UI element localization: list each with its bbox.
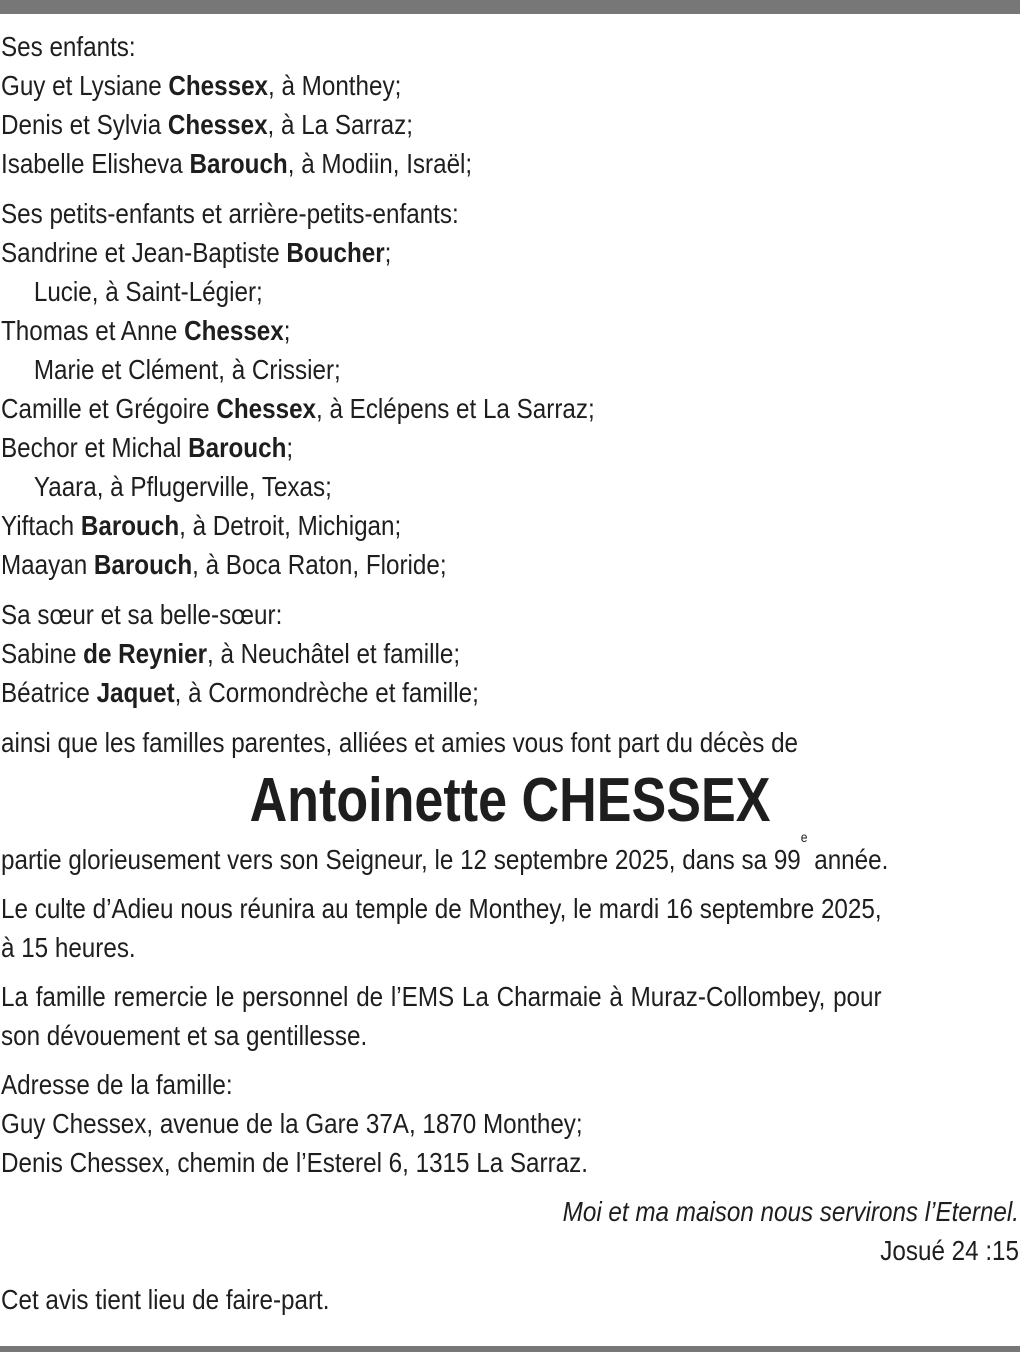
grandchildren-section [1, 194, 1019, 584]
siblings-section [1, 595, 1019, 712]
family-line: Sandrine et Jean-Baptiste Boucher; [1, 237, 392, 268]
thanks-line: son dévouement et sa gentillesse. [1, 1020, 368, 1051]
address-line: Guy Chessex, avenue de la Gare 37A, 1870 Monthey; [1, 1108, 583, 1139]
family-line: Camille et Grégoire Chessex, à Eclépens et La Sarraz; [1, 393, 595, 424]
family-surname: Chessex [167, 109, 268, 140]
bible-verse [1, 1192, 1019, 1270]
thanks-line: La famille remercie le personnel de l’EMS La Charmaie à Muraz-Collombey, pour [1, 981, 882, 1012]
family-surname: Jaquet [96, 677, 175, 708]
thanks-paragraph [1, 977, 1019, 1055]
family-surname: Chessex [168, 70, 269, 101]
siblings-heading: Sa sœur et sa belle-sœur: [1, 599, 283, 630]
death-line: partie glorieusement vers son Seigneur, le 12 septembre 2025, dans sa 99e année. [1, 829, 889, 875]
ordinal-superscript: e [800, 829, 808, 845]
family-surname: Chessex [184, 315, 284, 346]
family-surname: de Reynier [83, 638, 207, 669]
deceased-name: Antoinette CHESSEX [249, 766, 771, 835]
great-grandchild-line: Yaara, à Pflugerville, Texas; [33, 471, 332, 502]
service-line: à 15 heures. [1, 932, 136, 963]
verse-quote: Moi et ma maison nous servirons l’Eternel. [562, 1196, 1019, 1227]
address-line: Denis Chessex, chemin de l’Esterel 6, 1315 La Sarraz. [1, 1147, 588, 1178]
top-rule [0, 0, 1020, 14]
obituary-notice [1, 27, 1019, 1319]
family-line: Sabine de Reynier, à Neuchâtel et famille; [1, 638, 461, 669]
family-line: Guy et Lysiane Chessex, à Monthey; [1, 70, 402, 101]
family-surname: Boucher [286, 237, 385, 268]
service-paragraph [1, 889, 1019, 967]
family-line: Maayan Barouch, à Boca Raton, Floride; [1, 549, 447, 580]
closing-note: Cet avis tient lieu de faire-part. [1, 1284, 330, 1315]
family-surname: Barouch [188, 432, 287, 463]
family-line: Bechor et Michal Barouch; [1, 432, 294, 463]
family-surname: Barouch [189, 148, 288, 179]
announcement-line: ainsi que les familles parentes, alliées et amies vous font part du décès de [1, 727, 799, 758]
family-line: Isabelle Elisheva Barouch, à Modiin, Israël; [1, 148, 473, 179]
family-surname: Barouch [93, 549, 193, 580]
family-line: Denis et Sylvia Chessex, à La Sarraz; [1, 109, 413, 140]
family-surname: Chessex [216, 393, 317, 424]
service-line: Le culte d’Adieu nous réunira au temple de Monthey, le mardi 16 septembre 2025, [1, 893, 882, 924]
address-heading: Adresse de la famille: [1, 1069, 233, 1100]
children-heading: Ses enfants: [1, 31, 136, 62]
great-grandchild-line: Marie et Clément, à Crissier; [33, 354, 341, 385]
address-section [1, 1065, 1019, 1182]
family-surname: Barouch [80, 510, 180, 541]
grandchildren-heading: Ses petits-enfants et arrière-petits-enfants: [1, 198, 459, 229]
great-grandchild-line: Lucie, à Saint-Légier; [33, 276, 263, 307]
children-section [1, 27, 1019, 183]
family-line: Yiftach Barouch, à Detroit, Michigan; [1, 510, 402, 541]
family-line: Thomas et Anne Chessex; [1, 315, 291, 346]
family-line: Béatrice Jaquet, à Cormondrèche et famille; [1, 677, 479, 708]
verse-reference: Josué 24 :15 [880, 1235, 1019, 1266]
bottom-rule [0, 1346, 1020, 1352]
